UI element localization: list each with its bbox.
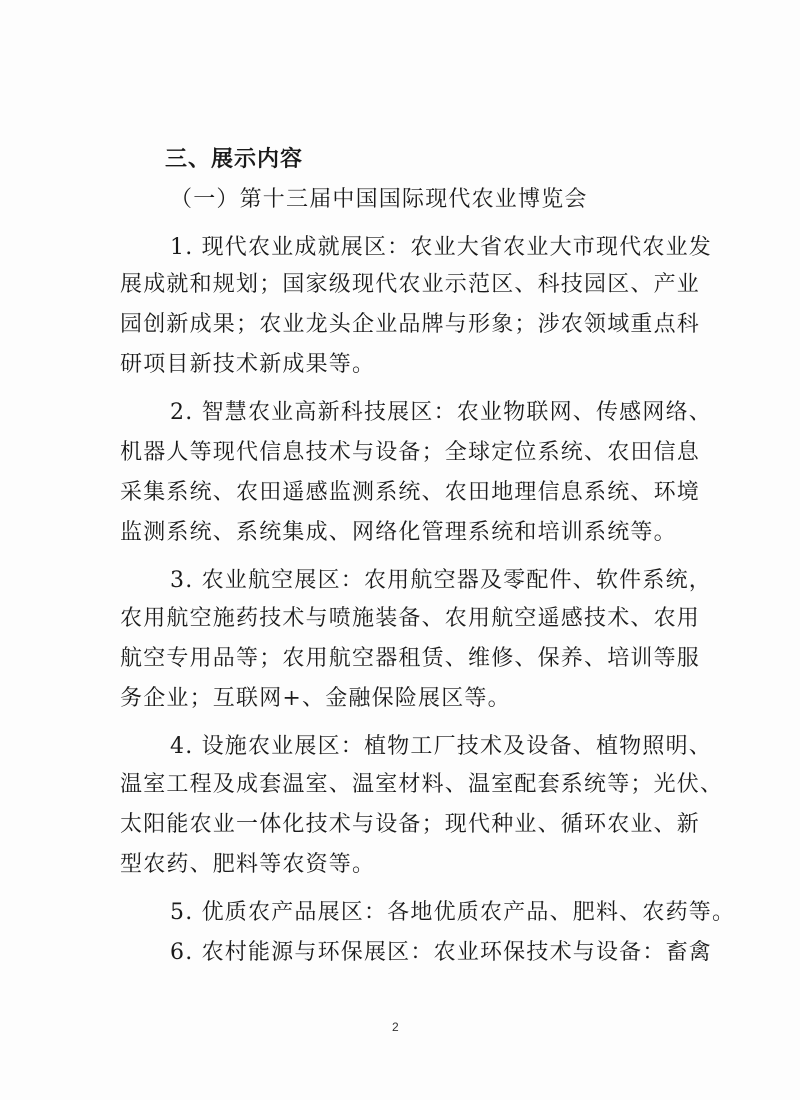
item-3-line-4: 务企业；互联网+、金融保险展区等。 (120, 686, 511, 711)
section-heading: 三、展示内容 (165, 147, 304, 172)
item-2-line-2: 机器人等现代信息技术与设备；全球定位系统、农田信息 (120, 440, 701, 465)
item-2-line-1: 2. 智慧农业高新科技展区：农业物联网、传感网络、 (170, 400, 712, 425)
item-1-line-3: 园创新成果；农业龙头企业品牌与形象；涉农领域重点科 (120, 312, 701, 337)
subsection-heading: （一）第十三届中国国际现代农业博览会 (170, 187, 588, 212)
page-number: 2 (392, 1020, 399, 1034)
item-1-line-1: 1. 现代农业成就展区：农业大省农业大市现代农业发 (170, 235, 712, 260)
item-5-line-1: 5. 优质农产品展区：各地优质农产品、肥料、农药等。 (170, 900, 736, 925)
item-1-line-4: 研项目新技术新成果等。 (120, 352, 376, 377)
item-4-line-4: 型农药、肥料等农资等。 (120, 852, 376, 877)
item-4-line-2: 温室工程及成套温室、温室材料、温室配套系统等；光伏、 (120, 772, 724, 797)
item-3-line-2: 农用航空施药技术与喷施装备、农用航空遥感技术、农用 (120, 606, 701, 631)
item-4-line-3: 太阳能农业一体化技术与设备；现代种业、循环农业、新 (120, 812, 701, 837)
item-3-line-3: 航空专用品等；农用航空器租赁、维修、保养、培训等服 (120, 646, 701, 671)
item-6-line-1: 6. 农村能源与环保展区：农业环保技术与设备：畜禽 (170, 940, 712, 965)
item-1-line-2: 展成就和规划；国家级现代农业示范区、科技园区、产业 (120, 272, 701, 297)
item-2-line-3: 采集系统、农田遥感监测系统、农田地理信息系统、环境 (120, 480, 701, 505)
item-2-line-4: 监测系统、系统集成、网络化管理系统和培训系统等。 (120, 520, 677, 545)
item-4-line-1: 4. 设施农业展区：植物工厂技术及设备、植物照明、 (170, 734, 712, 759)
item-3-line-1: 3. 农业航空展区：农用航空器及零配件、软件系统， (170, 568, 712, 593)
